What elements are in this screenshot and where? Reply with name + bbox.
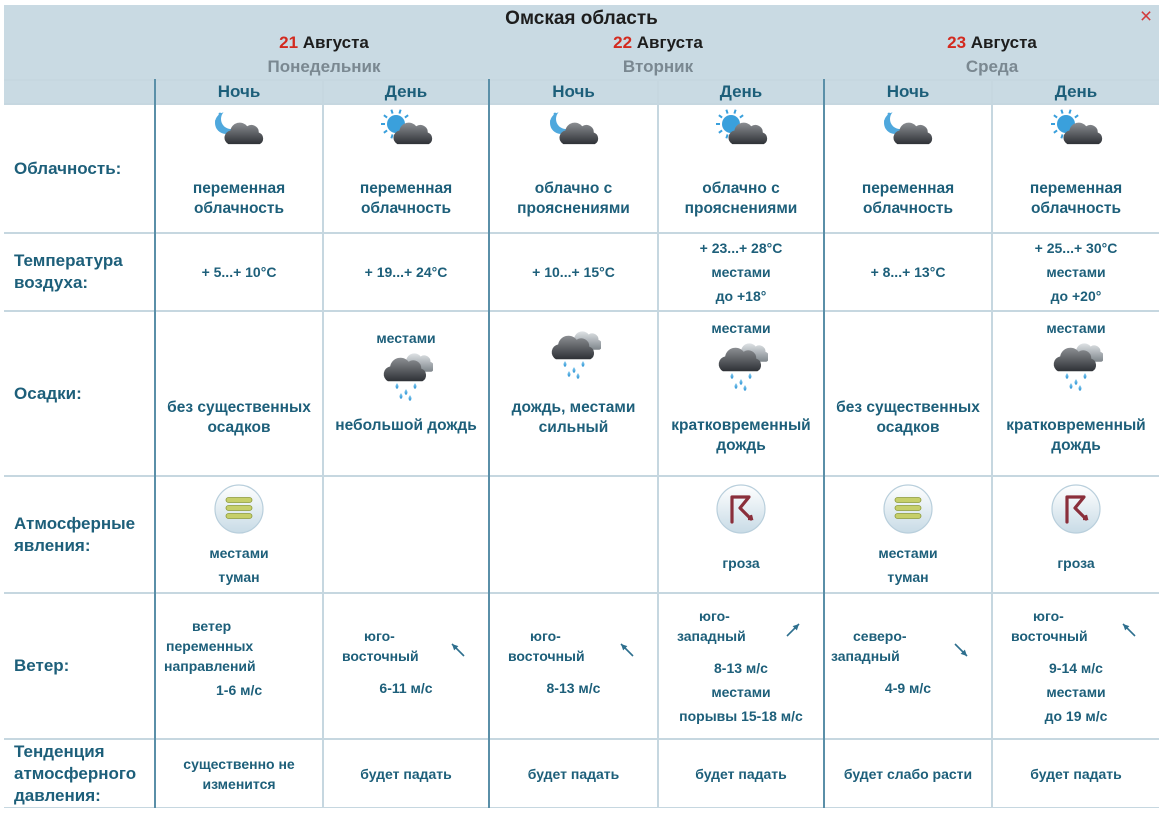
- period-header: [156, 81, 322, 103]
- precip-text: дождь: [716, 437, 766, 454]
- cloud-icon-wrap: [1049, 109, 1103, 165]
- wind-direction: северо-: [853, 628, 907, 644]
- temp-cell: [659, 234, 823, 310]
- day-header: [824, 33, 1160, 78]
- temp-content: [993, 234, 1159, 310]
- close-icon[interactable]: ×: [1139, 5, 1153, 28]
- wind-speed-lines: [659, 656, 823, 728]
- temp-range: + 19...+ 24°C: [364, 264, 448, 280]
- phen-cell: [825, 477, 991, 592]
- precip-cell: [993, 312, 1159, 475]
- wind-direction: ветер: [192, 618, 232, 634]
- cloud-text: облачно с: [702, 180, 780, 197]
- wind-content: [324, 594, 488, 738]
- precip-text: без существенных: [836, 399, 980, 416]
- day-number: 23: [947, 33, 967, 52]
- temp-note: до +18°: [715, 288, 767, 304]
- rain-cloud-icon: [1049, 342, 1103, 392]
- phen-icon-wrap: [1050, 483, 1102, 537]
- precip-cell: [659, 312, 823, 475]
- temp-cell: [156, 234, 322, 310]
- day-weekday: Вторник: [622, 57, 694, 76]
- precip-content: [156, 312, 322, 475]
- wind-cell: [156, 594, 322, 738]
- precip-text: дождь, местами: [511, 399, 636, 416]
- day-month: Августа: [302, 33, 369, 52]
- sun-cloud-icon: [714, 109, 768, 155]
- precip-content: [490, 312, 657, 475]
- precip-cell: [156, 312, 322, 475]
- precip-content: [825, 312, 991, 475]
- period-label: Ночь: [552, 82, 595, 101]
- sun-cloud-icon: [379, 109, 433, 155]
- wind-cell: [825, 594, 991, 738]
- pressure-text: будет слабо расти: [843, 765, 973, 782]
- day-month: Августа: [970, 33, 1037, 52]
- cloud-text: переменная: [1029, 180, 1123, 197]
- wind-direction: юго-: [1033, 608, 1064, 624]
- wind-cell: [659, 594, 823, 738]
- period-label: День: [384, 82, 428, 101]
- rain-cloud-icon: [379, 352, 433, 402]
- row-label-cloud: [4, 105, 154, 232]
- fog-icon: [213, 483, 265, 535]
- phen-text: гроза: [722, 555, 760, 571]
- forecast-table: [4, 79, 1159, 808]
- phen-icon-wrap: [882, 483, 934, 537]
- cloud-cell: [993, 105, 1159, 232]
- row-label-precip: [4, 312, 154, 475]
- precip-text: небольшой дождь: [335, 417, 477, 434]
- forecast-header: [4, 5, 1159, 79]
- row-label-text: Температура воздуха:: [14, 251, 123, 292]
- phen-text: туман: [218, 569, 260, 585]
- temp-range: + 5...+ 10°C: [201, 264, 277, 280]
- day-number: 22: [613, 33, 633, 52]
- temp-cell: [490, 234, 657, 310]
- day-header: [156, 33, 492, 78]
- temp-content: [324, 234, 488, 310]
- pressure-cell: [156, 740, 322, 807]
- row-label-text: Облачность:: [14, 158, 122, 178]
- cloud-text: переменная: [861, 180, 955, 197]
- wind-note: местами: [1046, 684, 1106, 700]
- period-label: Ночь: [217, 82, 261, 101]
- arrow-northwest-icon: [1119, 620, 1139, 640]
- precip-content: [324, 312, 488, 475]
- row-label-phen: [4, 477, 154, 592]
- row-label-text: Осадки:: [14, 383, 82, 403]
- cloud-content: [993, 109, 1159, 219]
- wind-direction: переменных: [166, 638, 254, 654]
- phen-text: местами: [209, 545, 269, 561]
- period-label: День: [719, 82, 763, 101]
- cloud-text: облачно с: [534, 180, 613, 197]
- precip-cell: [825, 312, 991, 475]
- temp-content: [156, 234, 322, 310]
- pressure-text: будет падать: [695, 765, 787, 782]
- pressure-content: [156, 740, 322, 807]
- wind-speed: 8-13 м/с: [546, 680, 601, 696]
- cloud-icon-wrap: [547, 109, 601, 165]
- period-label: Ночь: [886, 82, 930, 101]
- phen-cell: [993, 477, 1159, 592]
- row-label-pressure: [4, 740, 154, 807]
- pressure-content: [659, 740, 823, 807]
- phen-content: [659, 483, 823, 575]
- wind-note: местами: [711, 684, 771, 700]
- precip-icon-wrap: [714, 342, 768, 394]
- temp-note: до +20°: [1050, 288, 1102, 304]
- precip-icon-wrap: [1049, 342, 1103, 394]
- wind-speed: 4-9 м/с: [884, 680, 932, 696]
- temp-content: [490, 234, 657, 310]
- phen-icon-wrap: [213, 483, 265, 537]
- temp-range: + 23...+ 28°C: [699, 240, 783, 256]
- period-header: [825, 81, 991, 103]
- precip-note: местами: [376, 330, 436, 346]
- precip-content: [659, 312, 823, 475]
- pressure-content: [825, 740, 991, 807]
- day-weekday: Понедельник: [267, 57, 381, 76]
- day-date: [824, 33, 1160, 53]
- temp-cell: [825, 234, 991, 310]
- wind-direction: юго-: [530, 628, 561, 644]
- day-month: Августа: [636, 33, 703, 52]
- wind-note: порывы 15-18 м/с: [679, 708, 803, 724]
- wind-speed-lines: [825, 676, 991, 700]
- cloud-text: облачность: [1030, 200, 1122, 217]
- precip-content: [993, 312, 1159, 475]
- phen-text: местами: [878, 545, 938, 561]
- cloud-text: переменная: [359, 180, 453, 197]
- wind-direction: направлений: [164, 658, 256, 674]
- cloud-content: [156, 109, 322, 219]
- day-weekday: Среда: [965, 57, 1019, 76]
- precip-icon-wrap: [379, 352, 433, 404]
- pressure-text: будет падать: [360, 765, 452, 782]
- day-separator: [488, 79, 490, 808]
- precip-text: без существенных: [167, 399, 311, 416]
- day-separator: [154, 79, 156, 808]
- temp-range: + 25...+ 30°C: [1034, 240, 1118, 256]
- arrow-northwest-icon: [448, 640, 468, 660]
- day-number: 21: [279, 33, 299, 52]
- precip-text: осадков: [876, 419, 940, 436]
- precip-text: сильный: [538, 419, 609, 436]
- pressure-content: [993, 740, 1159, 807]
- temp-note: местами: [711, 264, 771, 280]
- period-label: День: [1054, 82, 1098, 101]
- period-header: [324, 81, 488, 103]
- pressure-cell: [490, 740, 657, 807]
- precip-text: кратковременный: [671, 417, 811, 434]
- wind-direction: восточный: [1011, 628, 1088, 644]
- phen-icon-wrap: [715, 483, 767, 537]
- cloud-text: облачность: [360, 200, 452, 217]
- forecast-panel: [4, 5, 1159, 808]
- temp-range: + 8...+ 13°C: [870, 264, 946, 280]
- phen-cell: [324, 477, 488, 592]
- cloud-cell: [659, 105, 823, 232]
- pressure-cell: [825, 740, 991, 807]
- sun-cloud-icon: [1049, 109, 1103, 155]
- cloud-cell: [825, 105, 991, 232]
- rain-cloud-icon: [714, 342, 768, 392]
- wind-direction: восточный: [508, 648, 585, 664]
- precip-note: местами: [1046, 320, 1106, 336]
- phen-cell: [490, 477, 657, 592]
- period-header: [659, 81, 823, 103]
- precip-cell: [490, 312, 657, 475]
- wind-content: [825, 594, 991, 738]
- pressure-text: будет падать: [527, 765, 620, 782]
- day-date: [156, 33, 492, 53]
- wind-speed-lines: [324, 676, 488, 700]
- precip-note: местами: [711, 320, 771, 336]
- wind-speed: 1-6 м/с: [216, 682, 263, 698]
- rain-cloud-icon: [547, 330, 601, 380]
- phen-cell: [659, 477, 823, 592]
- pressure-content: [324, 740, 488, 807]
- temp-note: местами: [1046, 264, 1106, 280]
- wind-cell: [993, 594, 1159, 738]
- temp-range: + 10...+ 15°C: [532, 264, 615, 280]
- arrow-northwest-icon: [617, 640, 637, 660]
- moon-cloud-icon: [547, 109, 601, 155]
- pressure-cell: [659, 740, 823, 807]
- precip-cell: [324, 312, 488, 475]
- temp-cell: [324, 234, 488, 310]
- pressure-text: существенно не: [183, 755, 295, 772]
- cloud-cell: [156, 105, 322, 232]
- pressure-text: будет падать: [1030, 765, 1122, 782]
- wind-speed: 9-14 м/с: [1049, 660, 1103, 676]
- wind-content: [490, 594, 657, 738]
- moon-cloud-icon: [212, 109, 266, 155]
- moon-cloud-icon: [881, 109, 935, 155]
- wind-speed: 6-11 м/с: [379, 680, 433, 696]
- cloud-icon-wrap: [714, 109, 768, 165]
- precip-text: кратковременный: [1006, 417, 1146, 434]
- wind-speed: 8-13 м/с: [714, 660, 768, 676]
- wind-cell: [324, 594, 488, 738]
- arrow-northeast-icon: [783, 620, 803, 640]
- row-label-temp: [4, 234, 154, 310]
- day-date: [490, 33, 826, 53]
- period-header: [993, 81, 1159, 103]
- cloud-text: прояснениями: [517, 200, 630, 217]
- wind-content: [156, 594, 322, 738]
- pressure-cell: [324, 740, 488, 807]
- day-separator: [823, 79, 825, 808]
- wind-direction: юго-: [699, 608, 730, 624]
- phen-cell: [156, 477, 322, 592]
- precip-text: осадков: [207, 419, 271, 436]
- cloud-icon-wrap: [881, 109, 935, 165]
- cloud-content: [490, 109, 657, 219]
- phen-content: [825, 483, 991, 589]
- cloud-cell: [324, 105, 488, 232]
- phen-content: [993, 483, 1159, 575]
- fog-icon: [882, 483, 934, 535]
- cloud-text: прояснениями: [684, 200, 798, 217]
- phen-text: гроза: [1057, 555, 1095, 571]
- cloud-text: переменная: [192, 180, 286, 197]
- cloud-text: облачность: [193, 200, 285, 217]
- wind-speed-lines: [490, 676, 657, 700]
- wind-direction: юго-: [364, 628, 395, 644]
- cloud-text: облачность: [862, 200, 954, 217]
- cloud-cell: [490, 105, 657, 232]
- phen-content: [156, 483, 322, 589]
- period-header: [490, 81, 657, 103]
- cloud-content: [659, 109, 823, 219]
- wind-speed-lines: [993, 656, 1159, 728]
- wind-direction: восточный: [342, 648, 419, 664]
- wind-content: [659, 594, 823, 738]
- pressure-cell: [993, 740, 1159, 807]
- temp-cell: [993, 234, 1159, 310]
- phen-text: туман: [887, 569, 929, 585]
- wind-note: до 19 м/с: [1044, 708, 1108, 724]
- period-row-spacer: [4, 81, 154, 103]
- precip-icon-wrap: [547, 330, 601, 382]
- thunderstorm-icon: [1050, 483, 1102, 535]
- cloud-content: [324, 109, 488, 219]
- cloud-icon-wrap: [212, 109, 266, 165]
- temp-content: [659, 234, 823, 310]
- region-title: Омская область: [505, 8, 658, 29]
- row-label-text: Тенденция атмосферного давления:: [14, 741, 137, 805]
- row-label-text: Атмосферные явления:: [14, 513, 136, 555]
- temp-content: [825, 234, 991, 310]
- thunderstorm-icon: [715, 483, 767, 535]
- row-label-wind: [4, 594, 154, 738]
- wind-direction: западный: [831, 648, 900, 664]
- cloud-icon-wrap: [379, 109, 433, 165]
- arrow-southeast-icon: [951, 640, 971, 660]
- precip-text: дождь: [1051, 437, 1101, 454]
- wind-content: [993, 594, 1159, 738]
- pressure-text: изменится: [202, 775, 276, 792]
- row-label-text: Ветер:: [14, 656, 70, 675]
- cloud-content: [825, 109, 991, 219]
- pressure-content: [490, 740, 657, 807]
- day-header: [490, 33, 826, 78]
- wind-direction: западный: [677, 628, 746, 644]
- wind-cell: [490, 594, 657, 738]
